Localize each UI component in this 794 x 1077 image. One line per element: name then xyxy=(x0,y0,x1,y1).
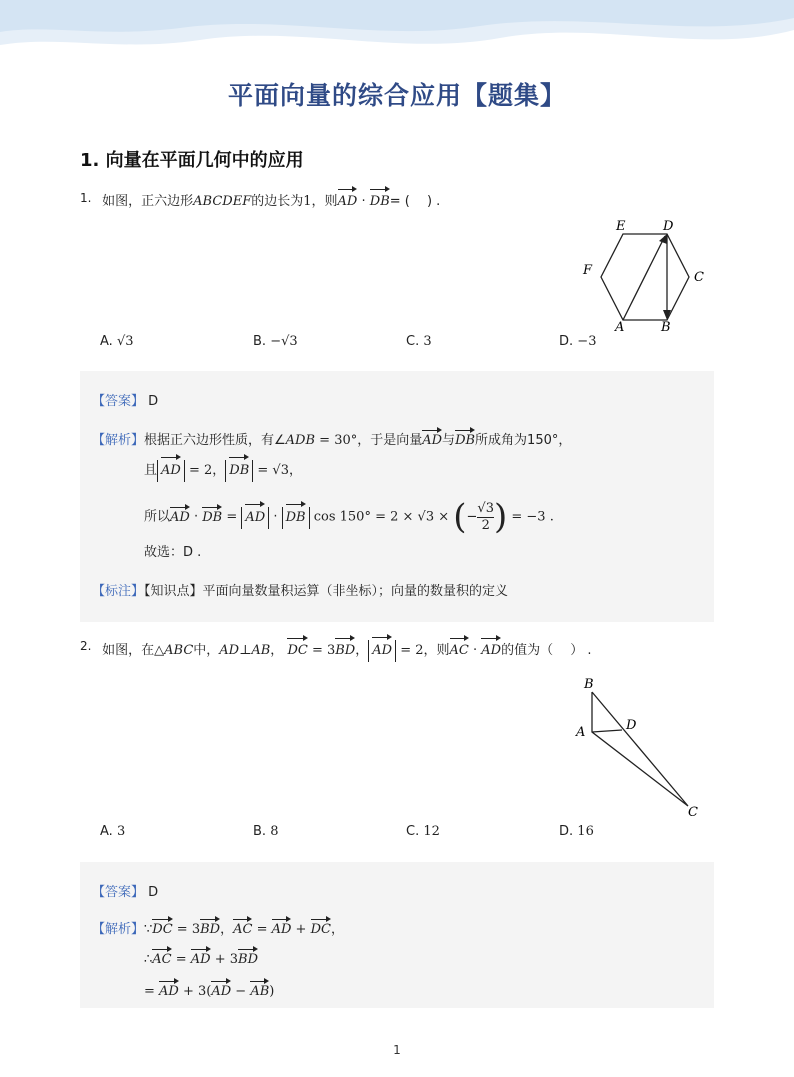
question-stem: 如图，在△ABC中，AD⊥AB， DC = 3BD， AD = 2，则AC · AD的值为（ ） . xyxy=(102,643,591,658)
analysis-line-2: ∴AC = AD + 3BD xyxy=(144,952,259,967)
analysis-line-2: 且 AD = 2， DB = √3， xyxy=(144,459,302,482)
question-number: 1. xyxy=(80,191,92,205)
analysis-line-1: ∵DC = 3BD，AC = AD + DC， xyxy=(144,922,344,937)
option-c[interactable]: C. 12 xyxy=(406,824,440,839)
hexagon-figure xyxy=(575,214,715,335)
fraction: $\frac{√3}{2}$ xyxy=(477,500,494,533)
header-wave-decoration xyxy=(0,0,794,70)
vertex-label-A: A xyxy=(576,725,586,740)
q1-solution-box xyxy=(80,371,714,622)
answer-row: 【答案】 D xyxy=(92,394,159,409)
question-stem: 如图，正六边形ABCDEF的边长为1，则AD · DB= ( ) . xyxy=(102,194,440,209)
analysis-line-4: 故选：D . xyxy=(144,545,202,560)
option-b[interactable]: B. 8 xyxy=(253,824,279,839)
note-row: 【标注】【知识点】平面向量数量积运算（非坐标）；向量的数量积的定义 xyxy=(92,584,509,599)
question-1 xyxy=(80,192,440,212)
page-number: 1 xyxy=(393,1043,401,1057)
answer-row: 【答案】 D xyxy=(92,885,159,900)
vertex-label-C: C xyxy=(694,270,704,285)
option-d[interactable]: D. 16 xyxy=(559,824,594,839)
page-title: 平面向量的综合应用【题集】 xyxy=(227,81,566,110)
option-a[interactable]: A. √3 xyxy=(100,334,134,349)
option-d[interactable]: D. −3 xyxy=(559,334,597,349)
vertex-label-D: D xyxy=(663,219,674,234)
analysis-line-1: 根据正六边形性质，有∠ADB = 30°，于是向量AD与DB所成角为150°， xyxy=(144,433,572,448)
option-c[interactable]: C. 3 xyxy=(406,334,432,349)
option-a[interactable]: A. 3 xyxy=(100,824,126,839)
q2-solution-box xyxy=(80,862,714,1008)
analysis-tag: 【解析】 xyxy=(92,922,145,937)
analysis-line-3: 所以AD · DB = AD · DB cos 150° = 2 × √3 × (− $\frac{√3}{2}$ ) = −3 . xyxy=(144,497,554,537)
vertex-label-B: B xyxy=(661,320,671,335)
analysis-line-3: = AD + 3(AD − AB) xyxy=(144,984,275,999)
section-heading: 1. 向量在平面几何中的应用 xyxy=(80,150,304,171)
analysis-tag: 【解析】 xyxy=(92,433,145,448)
question-2 xyxy=(80,640,591,662)
vertex-label-B: B xyxy=(584,677,594,692)
vertex-label-A: A xyxy=(615,320,625,335)
vertex-label-E: E xyxy=(616,219,626,234)
question-number: 2. xyxy=(80,639,92,653)
vertex-label-D: D xyxy=(626,718,637,733)
option-b[interactable]: B. −√3 xyxy=(253,334,298,349)
vertex-label-F: F xyxy=(583,263,593,278)
vertex-label-C: C xyxy=(688,805,698,820)
triangle-figure xyxy=(570,672,710,822)
